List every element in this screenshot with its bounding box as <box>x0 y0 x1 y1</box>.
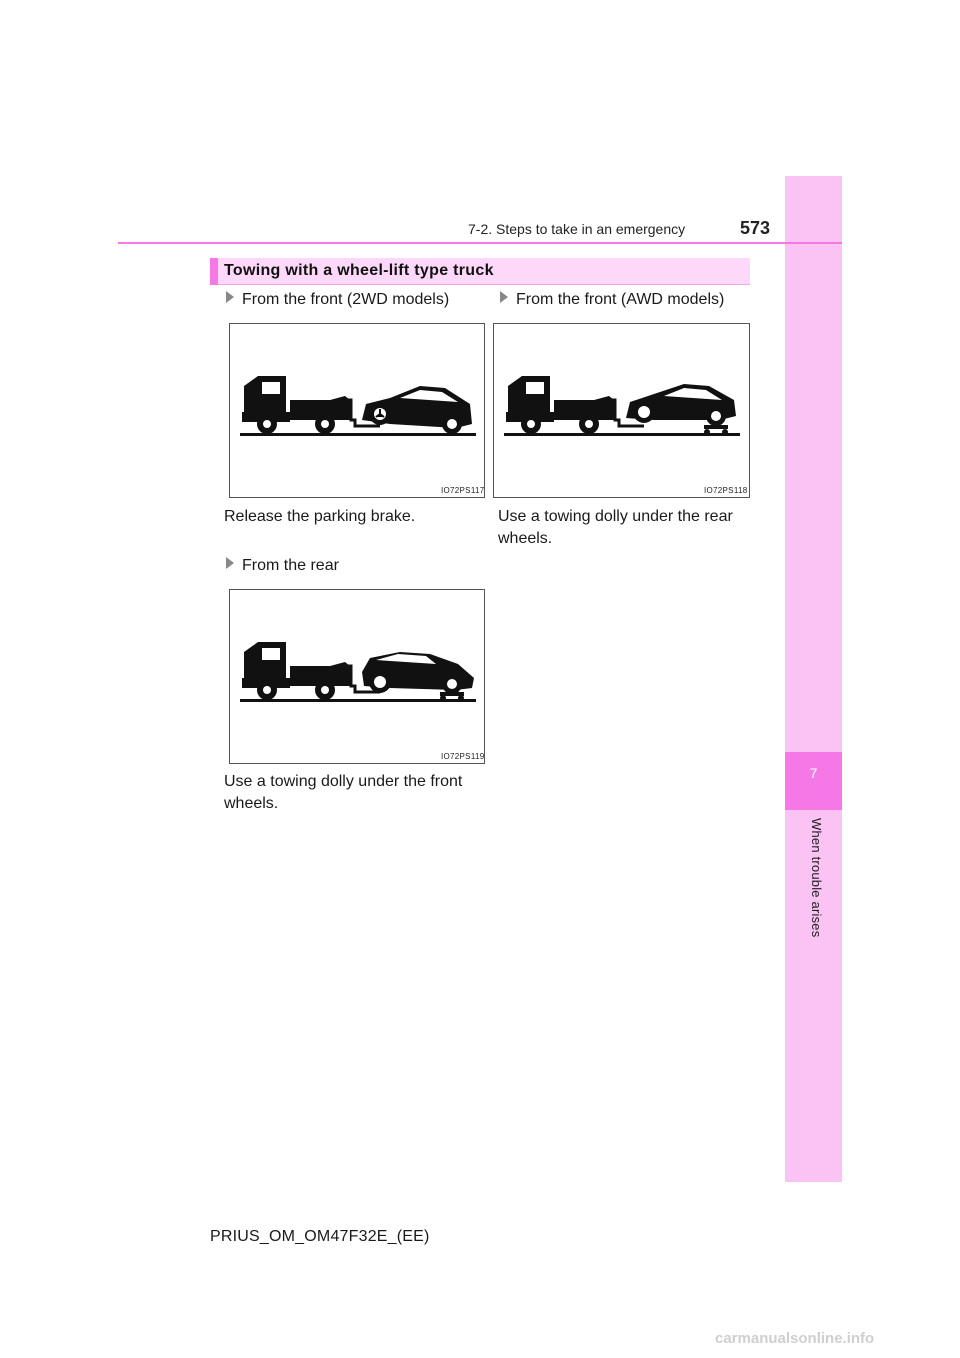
section-title: 7-2. Steps to take in an emergency <box>468 221 686 237</box>
figure-caption <box>226 291 449 309</box>
tow-truck-illustration <box>230 324 486 499</box>
figure-caption-text: From the rear <box>242 557 339 574</box>
figure-code: IO72PS117 <box>441 486 485 495</box>
figure-code: IO72PS118 <box>704 486 748 495</box>
figure-description: Use a towing dolly under the front wheels. <box>224 773 463 812</box>
tow-truck-illustration <box>494 324 751 499</box>
figure-description: Use a towing dolly under the rear wheels. <box>498 508 733 547</box>
figure-frame-2wd <box>229 323 485 498</box>
figure-code: IO72PS119 <box>441 752 485 761</box>
figure-caption <box>500 291 724 309</box>
triangle-bullet-icon <box>226 557 234 569</box>
figure-frame-rear <box>229 589 485 764</box>
page-number: 573 <box>740 218 771 238</box>
chapter-number-marker <box>785 752 842 810</box>
figure-caption <box>226 557 339 575</box>
chapter-side-tab <box>785 176 842 1182</box>
section-heading-accent <box>210 258 218 285</box>
figure-description: Release the parking brake. <box>224 508 416 525</box>
header-rule <box>118 242 842 244</box>
document-code: PRIUS_OM_OM47F32E_(EE) <box>210 1228 430 1245</box>
chapter-label: When trouble arises <box>809 818 824 938</box>
triangle-bullet-icon <box>500 291 508 303</box>
figure-frame-awd <box>493 323 750 498</box>
section-heading: Towing with a wheel-lift type truck <box>224 262 494 279</box>
triangle-bullet-icon <box>226 291 234 303</box>
figure-caption-text: From the front (AWD models) <box>516 291 725 308</box>
tow-truck-illustration <box>230 590 486 765</box>
watermark: carmanualsonline.info <box>715 1330 875 1347</box>
chapter-number: 7 <box>809 765 818 781</box>
figure-caption-text: From the front (2WD models) <box>242 291 450 308</box>
